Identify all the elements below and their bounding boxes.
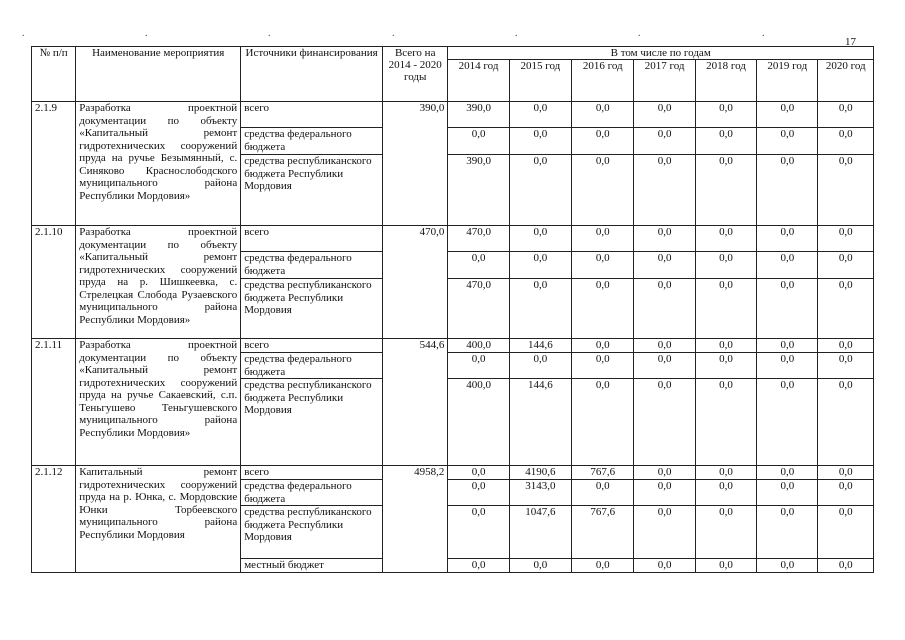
year-value: 1047,6 xyxy=(509,506,571,559)
item-number: 2.1.9 xyxy=(32,102,76,226)
year-value: 0,0 xyxy=(695,102,756,128)
funding-source: средства республиканского бюджета Республики Мордовия xyxy=(241,506,383,559)
year-value: 4190,6 xyxy=(509,466,571,480)
year-value: 0,0 xyxy=(757,379,818,466)
year-value: 0,0 xyxy=(634,480,695,506)
year-value: 0,0 xyxy=(818,559,874,573)
item-number: 2.1.12 xyxy=(32,466,76,573)
table-row xyxy=(32,339,874,353)
year-value: 0,0 xyxy=(757,279,818,339)
year-value: 0,0 xyxy=(818,353,874,379)
year-value: 0,0 xyxy=(634,279,695,339)
year-value: 144,6 xyxy=(509,339,571,353)
year-value: 0,0 xyxy=(757,506,818,559)
header-source: Источники финансирования xyxy=(241,47,383,102)
year-value: 0,0 xyxy=(818,339,874,353)
year-value: 0,0 xyxy=(509,279,571,339)
year-value: 0,0 xyxy=(757,559,818,573)
year-value: 0,0 xyxy=(818,279,874,339)
year-value: 0,0 xyxy=(757,339,818,353)
year-value: 0,0 xyxy=(572,339,634,353)
funding-source: всего xyxy=(241,466,383,480)
year-value: 0,0 xyxy=(757,466,818,480)
scan-mark: . xyxy=(22,28,25,39)
year-value: 0,0 xyxy=(509,155,571,226)
year-value: 0,0 xyxy=(757,226,818,252)
header-name: Наименование мероприятия xyxy=(76,47,241,102)
year-value: 0,0 xyxy=(572,226,634,252)
page-number: 17 xyxy=(845,36,856,48)
year-value: 0,0 xyxy=(757,353,818,379)
year-value: 0,0 xyxy=(572,279,634,339)
year-value: 0,0 xyxy=(634,559,695,573)
year-value: 144,6 xyxy=(509,379,571,466)
item-total: 390,0 xyxy=(383,102,448,226)
scan-mark: . xyxy=(515,28,518,39)
item-name: Разработка проектной документации по объекту «Капитальный ремонт гидротехнических сооружений пруда на ручье Безымянный, с. Синяково Краснослободского муниципального района Республики Мордовия» xyxy=(76,102,241,226)
year-value: 0,0 xyxy=(572,379,634,466)
funding-source: средства федерального бюджета xyxy=(241,480,383,506)
year-value: 390,0 xyxy=(448,155,509,226)
item-number: 2.1.11 xyxy=(32,339,76,466)
year-value: 0,0 xyxy=(757,102,818,128)
header-year: 2015 год xyxy=(509,60,571,102)
table-row xyxy=(32,466,874,480)
year-value: 0,0 xyxy=(695,155,756,226)
year-value: 0,0 xyxy=(695,353,756,379)
year-value: 0,0 xyxy=(572,102,634,128)
year-value: 0,0 xyxy=(572,559,634,573)
funding-source: средства республиканского бюджета Республики Мордовия xyxy=(241,155,383,226)
year-value: 767,6 xyxy=(572,466,634,480)
year-value: 0,0 xyxy=(757,128,818,155)
year-value: 0,0 xyxy=(509,128,571,155)
year-value: 767,6 xyxy=(572,506,634,559)
year-value: 400,0 xyxy=(448,339,509,353)
year-value: 0,0 xyxy=(818,466,874,480)
item-name: Капитальный ремонт гидротехнических сооружений пруда на р. Юнка, с. Мордовские Юнки Торбеевского муниципального района Республики Мордовия xyxy=(76,466,241,573)
year-value: 0,0 xyxy=(448,480,509,506)
funding-source: всего xyxy=(241,339,383,353)
year-value: 0,0 xyxy=(448,559,509,573)
header-year: 2014 год xyxy=(448,60,509,102)
year-value: 0,0 xyxy=(634,102,695,128)
funding-source: средства республиканского бюджета Республики Мордовия xyxy=(241,279,383,339)
funding-source: средства федерального бюджета xyxy=(241,128,383,155)
year-value: 0,0 xyxy=(509,102,571,128)
year-value: 0,0 xyxy=(757,480,818,506)
header-year: 2019 год xyxy=(757,60,818,102)
scan-mark: . xyxy=(145,28,148,39)
year-value: 0,0 xyxy=(695,279,756,339)
table-row xyxy=(32,102,874,128)
year-value: 0,0 xyxy=(509,353,571,379)
year-value: 390,0 xyxy=(448,102,509,128)
item-total: 544,6 xyxy=(383,339,448,466)
year-value: 0,0 xyxy=(448,128,509,155)
year-value: 0,0 xyxy=(634,252,695,279)
funding-source: средства республиканского бюджета Республики Мордовия xyxy=(241,379,383,466)
year-value: 0,0 xyxy=(695,252,756,279)
year-value: 0,0 xyxy=(695,506,756,559)
year-value: 0,0 xyxy=(572,480,634,506)
year-value: 0,0 xyxy=(818,226,874,252)
item-name: Разработка проектной документации по объекту «Капитальный ремонт гидротехнических сооружений пруда на р. Шишкеевка, с. Стрелецкая Слобода Рузаевского муниципального района Республики Мордовия» xyxy=(76,226,241,339)
item-number: 2.1.10 xyxy=(32,226,76,339)
year-value: 0,0 xyxy=(572,252,634,279)
year-value: 470,0 xyxy=(448,279,509,339)
year-value: 0,0 xyxy=(448,506,509,559)
year-value: 0,0 xyxy=(634,155,695,226)
header-num: № п/п xyxy=(32,47,76,102)
year-value: 0,0 xyxy=(818,379,874,466)
year-value: 0,0 xyxy=(695,226,756,252)
funding-source: местный бюджет xyxy=(241,559,383,573)
year-value: 0,0 xyxy=(634,226,695,252)
funding-table xyxy=(31,46,874,573)
funding-source: всего xyxy=(241,226,383,252)
header-total: Всего на 2014 - 2020 годы xyxy=(383,47,448,102)
year-value: 0,0 xyxy=(634,353,695,379)
scan-mark: . xyxy=(762,28,765,39)
year-value: 0,0 xyxy=(509,226,571,252)
item-total: 470,0 xyxy=(383,226,448,339)
year-value: 3143,0 xyxy=(509,480,571,506)
year-value: 0,0 xyxy=(818,155,874,226)
year-value: 0,0 xyxy=(448,252,509,279)
item-total: 4958,2 xyxy=(383,466,448,573)
year-value: 0,0 xyxy=(509,252,571,279)
year-value: 0,0 xyxy=(695,339,756,353)
year-value: 0,0 xyxy=(448,353,509,379)
year-value: 400,0 xyxy=(448,379,509,466)
year-value: 0,0 xyxy=(634,379,695,466)
header-year: 2018 год xyxy=(695,60,756,102)
year-value: 0,0 xyxy=(818,480,874,506)
table-body xyxy=(32,102,874,573)
item-name: Разработка проектной документации по объекту «Капитальный ремонт гидротехнических сооружений пруда на ручье Сакаевский, с.п. Теньгушево Теньгушевского муниципального района Республики Мордовия» xyxy=(76,339,241,466)
header-year: 2016 год xyxy=(572,60,634,102)
year-value: 0,0 xyxy=(695,559,756,573)
scan-mark: . xyxy=(268,28,271,39)
year-value: 0,0 xyxy=(448,466,509,480)
scan-mark: . xyxy=(638,28,641,39)
funding-source: средства федерального бюджета xyxy=(241,353,383,379)
scan-mark: . xyxy=(392,28,395,39)
header-by-years: В том числе по годам xyxy=(448,47,874,60)
table-header xyxy=(32,47,874,102)
year-value: 0,0 xyxy=(695,379,756,466)
year-value: 0,0 xyxy=(818,128,874,155)
year-value: 0,0 xyxy=(695,480,756,506)
year-value: 0,0 xyxy=(634,339,695,353)
year-value: 0,0 xyxy=(572,155,634,226)
year-value: 0,0 xyxy=(757,252,818,279)
year-value: 470,0 xyxy=(448,226,509,252)
funding-source: средства федерального бюджета xyxy=(241,252,383,279)
header-year: 2017 год xyxy=(634,60,695,102)
year-value: 0,0 xyxy=(634,466,695,480)
year-value: 0,0 xyxy=(509,559,571,573)
year-value: 0,0 xyxy=(818,506,874,559)
table-row xyxy=(32,226,874,252)
year-value: 0,0 xyxy=(695,466,756,480)
year-value: 0,0 xyxy=(695,128,756,155)
year-value: 0,0 xyxy=(757,155,818,226)
year-value: 0,0 xyxy=(818,102,874,128)
year-value: 0,0 xyxy=(818,252,874,279)
year-value: 0,0 xyxy=(634,506,695,559)
year-value: 0,0 xyxy=(572,353,634,379)
header-year: 2020 год xyxy=(818,60,874,102)
year-value: 0,0 xyxy=(572,128,634,155)
year-value: 0,0 xyxy=(634,128,695,155)
funding-source: всего xyxy=(241,102,383,128)
